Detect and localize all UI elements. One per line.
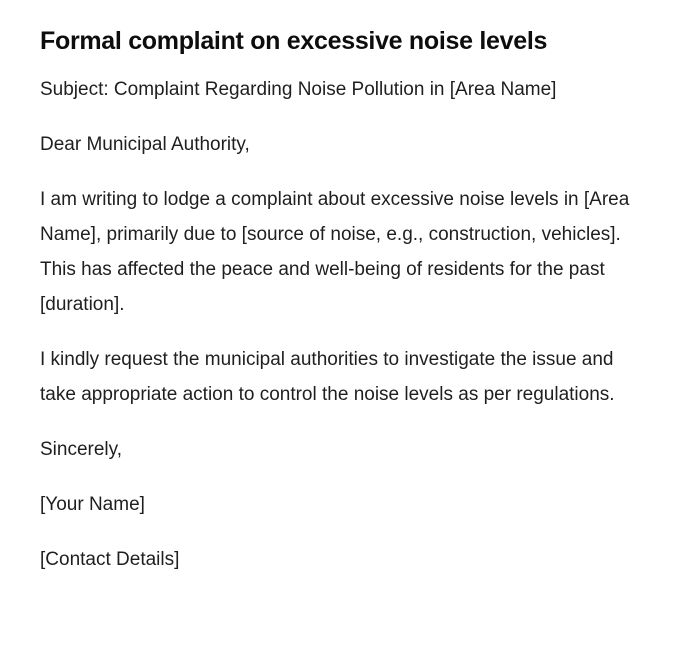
contact-details: [Contact Details]: [40, 549, 180, 570]
salutation: Dear Municipal Authority,: [40, 134, 250, 155]
signature-name: [Your Name]: [40, 494, 145, 515]
subject-line: Subject: Complaint Regarding Noise Pollution in [Area Name]: [40, 79, 557, 100]
closing: Sincerely,: [40, 439, 123, 460]
page-title: Formal complaint on excessive noise levels: [40, 27, 548, 55]
body-paragraph-2: I kindly request the municipal authorities to investigate the issue and take appropriate action to control the noise levels as per regulations.: [40, 349, 615, 405]
body-paragraph-1: I am writing to lodge a complaint about excessive noise levels in [Area Name], primarily due to [source of noise, e.g., construction, vehicles]. This has affected the peace and well-being of residents for the past [duration].: [40, 189, 630, 315]
